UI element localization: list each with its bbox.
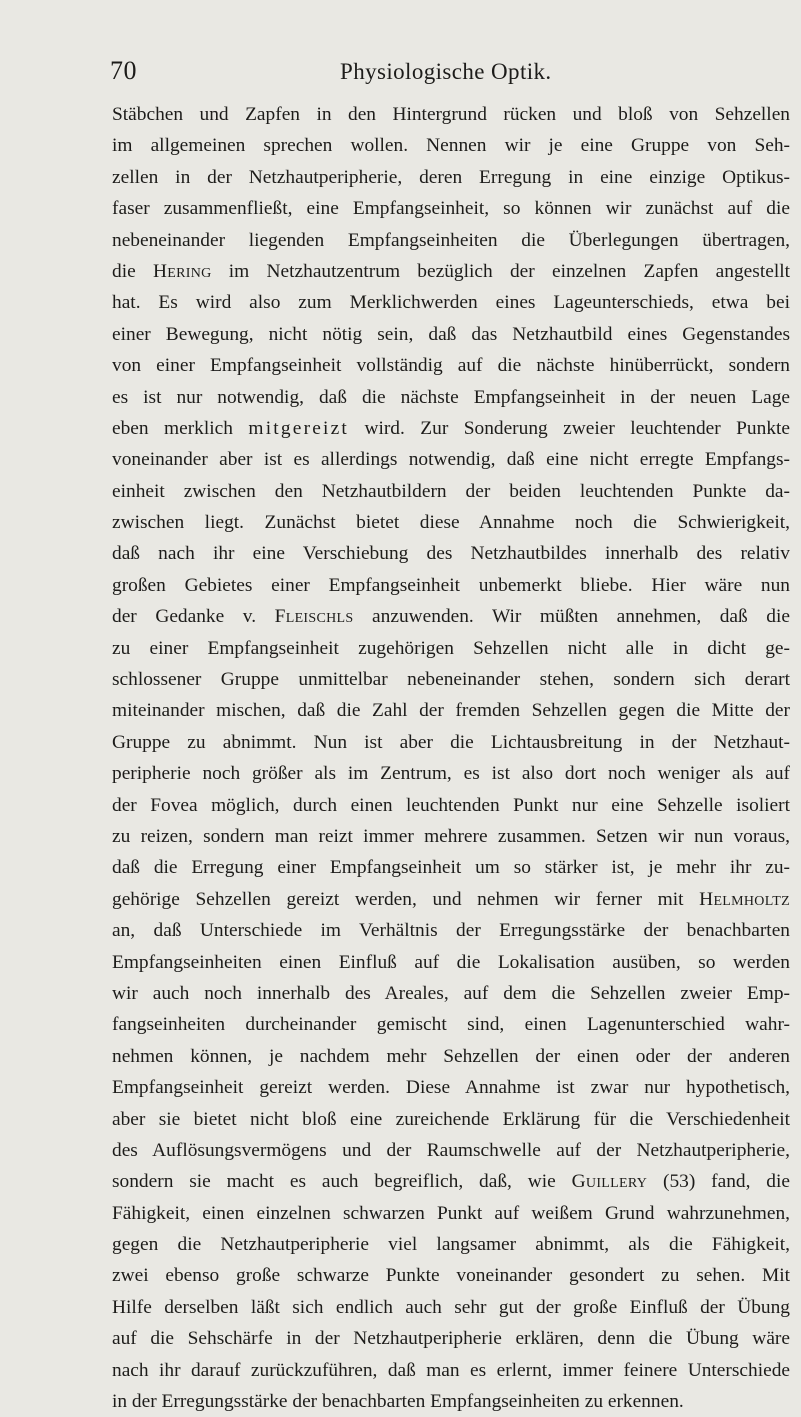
text-line: faser zusammenfließt, eine Empfangseinheit, so können wir zunächst auf die [112, 198, 790, 220]
text-line: peripherie noch größer als im Zentrum, es ist also dort noch weniger als auf [112, 763, 790, 785]
text-line: des Auflösungsvermögens und der Raumschwelle auf der Netzhautperipherie, [112, 1139, 790, 1161]
text-line: voneinander aber ist es allerdings notwendig, daß eine nicht erregte Empfangs- [112, 449, 790, 471]
running-head [110, 56, 790, 86]
text-line: daß die Erregung einer Empfangseinheit um so stärker ist, je mehr ihr zu- [112, 857, 790, 879]
text-line: es ist nur notwendig, daß die nächste Empfangseinheit in der neuen Lage [112, 386, 790, 408]
text-line: zu reizen, sondern man reizt immer mehrere zusammen. Setzen wir nun voraus, [112, 825, 790, 847]
text-line: Gruppe zu abnimmt. Nun ist aber die Lichtausbreitung in der Netzhaut- [112, 731, 790, 753]
author-name: Helmholtz [699, 888, 790, 910]
text-line: zu einer Empfangseinheit zugehörigen Sehzellen nicht alle in dicht ge- [112, 637, 790, 659]
text-line: an, daß Unterschiede im Verhältnis der Erregungsstärke der benachbarten [112, 920, 790, 942]
text-line: Hilfe derselben läßt sich endlich auch sehr gut der große Einfluß der Übung [112, 1296, 790, 1318]
text-line: der Fovea möglich, durch einen leuchtenden Punkt nur eine Sehzelle isoliert [112, 794, 790, 816]
text-line: die Hering im Netzhautzentrum bezüglich der einzelnen Zapfen angestellt [112, 260, 790, 282]
text-line: hat. Es wird also zum Merklichwerden eines Lageunterschieds, etwa bei [112, 292, 790, 314]
author-name: Hering [152, 260, 212, 282]
text-line: Empfangseinheiten einen Einfluß auf die Lokalisation ausüben, so werden [112, 951, 790, 973]
page-number: 70 [110, 56, 137, 85]
body-paragraph [112, 99, 790, 1417]
text-line: gegen die Netzhautperipherie viel langsamer abnimmt, als die Fähigkeit, [112, 1234, 790, 1256]
text-line: daß nach ihr eine Verschiebung des Netzhautbildes innerhalb des relativ [112, 543, 790, 565]
text-line: zwischen liegt. Zunächst bietet diese Annahme noch die Schwierigkeit, [112, 512, 790, 534]
emphasized-word: mitgereizt [248, 417, 350, 439]
text-line: großen Gebietes einer Empfangseinheit unbemerkt bliebe. Hier wäre nun [112, 574, 790, 596]
text-line: schlossener Gruppe unmittelbar nebeneinander stehen, sondern sich derart [112, 669, 790, 691]
running-title: Physiologische Optik. [340, 59, 552, 84]
text-line: einheit zwischen den Netzhautbildern der beiden leuchtenden Punkte da- [112, 480, 790, 502]
author-name: Fleischls [274, 606, 354, 628]
author-name: Guillery [571, 1171, 648, 1193]
text-line: miteinander mischen, daß die Zahl der fremden Sehzellen gegen die Mitte der [112, 700, 790, 722]
text-line: gehörige Sehzellen gereizt werden, und nehmen wir ferner mit Helmholtz [112, 888, 790, 910]
text-line: zwei ebenso große schwarze Punkte voneinander gesondert zu sehen. Mit [112, 1265, 790, 1287]
text-line: nebeneinander liegenden Empfangseinheiten die Überlegungen übertragen, [112, 229, 790, 251]
text-line: Empfangseinheit gereizt werden. Diese Annahme ist zwar nur hypothetisch, [112, 1077, 790, 1099]
text-line: nehmen können, je nachdem mehr Sehzellen der einen oder der anderen [112, 1045, 790, 1067]
text-line: der Gedanke v. Fleischls anzuwenden. Wir müßten annehmen, daß die [112, 606, 790, 628]
text-line: von einer Empfangseinheit vollständig auf die nächste hinüberrückt, sondern [112, 355, 790, 377]
text-line: Stäbchen und Zapfen in den Hintergrund rücken und bloß von Sehzellen [112, 104, 790, 125]
text-line: sondern sie macht es auch begreiflich, daß, wie Guillery (53) fand, die [112, 1171, 790, 1193]
text-line: auf die Sehschärfe in der Netzhautperipherie erklären, denn die Übung wäre [112, 1328, 790, 1350]
text-line: fangseinheiten durcheinander gemischt sind, einen Lagenunterschied wahr- [112, 1014, 790, 1036]
text-line: zellen in der Netzhautperipherie, deren Erregung in eine einzige Optikus- [112, 166, 790, 188]
text-line: Fähigkeit, einen einzelnen schwarzen Punkt auf weißem Grund wahrzunehmen, [112, 1202, 790, 1224]
text-line: in der Erregungsstärke der benachbarten Empfangseinheiten zu erkennen. [112, 1391, 684, 1413]
text-line: im allgemeinen sprechen wollen. Nennen wir je eine Gruppe von Seh- [112, 135, 790, 157]
text-line: eben merklich mitgereizt wird. Zur Sonderung zweier leuchtender Punkte [112, 417, 790, 439]
text-line: nach ihr darauf zurückzuführen, daß man es erlernt, immer feinere Unterschiede [112, 1359, 790, 1381]
text-line: aber sie bietet nicht bloß eine zureichende Erklärung für die Verschiedenheit [112, 1108, 790, 1130]
text-line: einer Bewegung, nicht nötig sein, daß das Netzhautbild eines Gegenstandes [112, 323, 790, 345]
text-line: wir auch noch innerhalb des Areales, auf dem die Sehzellen zweier Emp- [112, 982, 790, 1004]
